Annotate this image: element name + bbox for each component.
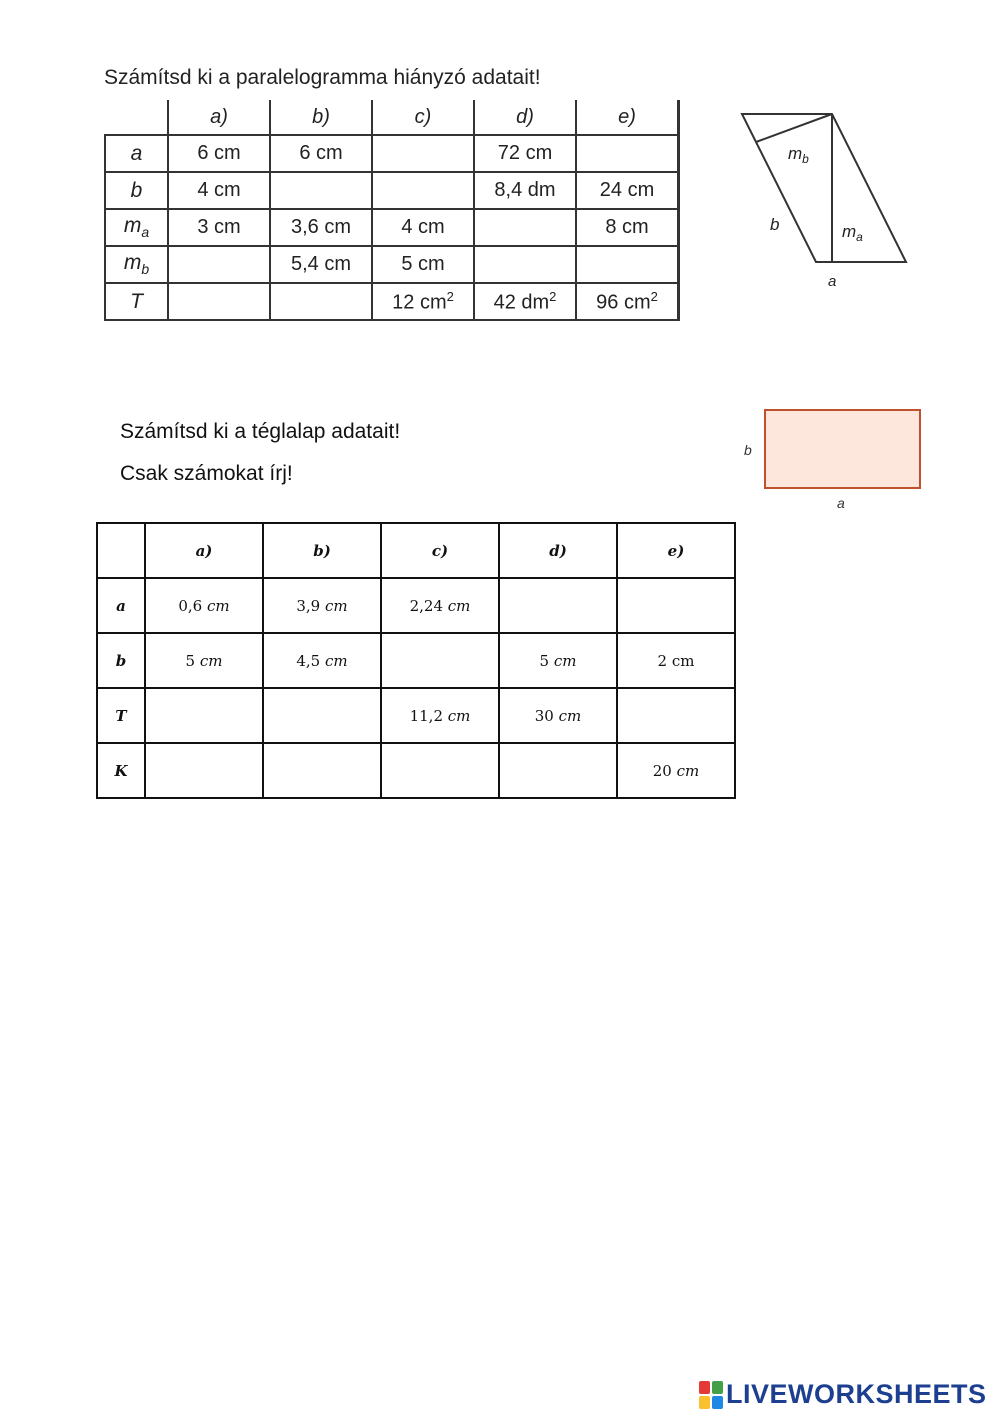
table-cell[interactable] [576, 135, 679, 172]
column-header: d) [499, 523, 617, 578]
row-label: $m_a$ [105, 209, 168, 246]
table-cell: 3 cm [168, 209, 270, 246]
table-cell[interactable] [576, 246, 679, 283]
answer-cell[interactable] [145, 688, 263, 743]
table-cell: 5 cm [372, 246, 474, 283]
table-cell: 4 cm [372, 209, 474, 246]
table-cell: 11,2 cm [381, 688, 499, 743]
table-cell: 5 cm [499, 633, 617, 688]
answer-cell[interactable] [381, 633, 499, 688]
answer-cell[interactable] [499, 578, 617, 633]
column-header: e) [576, 100, 679, 135]
table-row [105, 135, 679, 172]
column-header: d) [474, 100, 576, 135]
table-row [97, 743, 735, 798]
label-ma: $m_a$ [842, 222, 863, 244]
table-cell: 72 cm [474, 135, 576, 172]
label-b: b [770, 215, 780, 234]
brand-name: LIVEWORKSHEETS [726, 1379, 987, 1409]
table-cell: 24 cm [576, 172, 679, 209]
table-row [97, 578, 735, 633]
table-row [105, 209, 679, 246]
table-cell: 6 cm [168, 135, 270, 172]
label-a: a [828, 273, 837, 290]
row-label: $m_b$ [105, 246, 168, 283]
table-cell: 3,9 cm [263, 578, 381, 633]
table-cell: 2,24 cm [381, 578, 499, 633]
answer-cell[interactable] [145, 743, 263, 798]
column-header: a) [145, 523, 263, 578]
corner-cell [105, 100, 168, 135]
row-label: a [105, 135, 168, 172]
table-cell: 2 cm [617, 633, 735, 688]
height-mb-line [756, 114, 832, 142]
table-cell: 96 $cm^2$ [576, 283, 679, 320]
table-cell[interactable] [372, 172, 474, 209]
liveworksheets-logo-icon [698, 1380, 724, 1410]
table-cell: 20 cm [617, 743, 735, 798]
table-header-row [97, 523, 735, 578]
table-row [105, 172, 679, 209]
row-label: a [97, 578, 145, 633]
table-cell[interactable] [270, 172, 372, 209]
row-label: T [97, 688, 145, 743]
liveworksheets-brand[interactable] [698, 1378, 998, 1410]
label-b: b [744, 442, 752, 458]
row-label: b [105, 172, 168, 209]
table-cell: 5,4 cm [270, 246, 372, 283]
column-header: b) [263, 523, 381, 578]
answer-cell[interactable] [263, 688, 381, 743]
table-header-row [105, 100, 679, 135]
task2-note: Csak számokat írj! [120, 462, 293, 485]
parallelogram-table [104, 100, 680, 321]
table-cell: 5 cm [145, 633, 263, 688]
table-cell: 30 cm [499, 688, 617, 743]
table-cell: 6 cm [270, 135, 372, 172]
answer-cell[interactable] [617, 578, 735, 633]
column-header: a) [168, 100, 270, 135]
table-cell[interactable] [372, 135, 474, 172]
table-cell[interactable] [168, 283, 270, 320]
row-label: K [97, 743, 145, 798]
answer-cell[interactable] [617, 688, 735, 743]
rectangle-table [96, 522, 736, 799]
label-a: a [837, 495, 845, 511]
task1-title: Számítsd ki a paralelogramma hiányzó adatait! [104, 66, 541, 89]
task2-instruction: Számítsd ki a téglalap adatait! [120, 420, 401, 443]
rectangle-shape [765, 410, 920, 488]
table-row [97, 633, 735, 688]
parallelogram-shape [742, 114, 906, 262]
table-cell: 12 $cm^2$ [372, 283, 474, 320]
row-label: b [97, 633, 145, 688]
table-cell[interactable] [474, 246, 576, 283]
label-mb: $m_b$ [788, 144, 809, 166]
table-row [105, 283, 679, 320]
table-cell: 4,5 cm [263, 633, 381, 688]
table-cell[interactable] [168, 246, 270, 283]
table-cell: 42 $dm^2$ [474, 283, 576, 320]
column-header: e) [617, 523, 735, 578]
row-label: T [105, 283, 168, 320]
table-cell[interactable] [474, 209, 576, 246]
answer-cell[interactable] [263, 743, 381, 798]
column-header: c) [381, 523, 499, 578]
answer-cell[interactable] [499, 743, 617, 798]
answer-cell[interactable] [381, 743, 499, 798]
corner-cell [97, 523, 145, 578]
table-cell: 3,6 cm [270, 209, 372, 246]
table-cell: 0,6 cm [145, 578, 263, 633]
table-cell: 8 cm [576, 209, 679, 246]
rectangle-figure [740, 400, 930, 520]
table-cell: 4 cm [168, 172, 270, 209]
table-cell: 8,4 dm [474, 172, 576, 209]
table-row [105, 246, 679, 283]
parallelogram-figure [736, 108, 916, 298]
table-row [97, 688, 735, 743]
column-header: b) [270, 100, 372, 135]
table-cell[interactable] [270, 283, 372, 320]
column-header: c) [372, 100, 474, 135]
